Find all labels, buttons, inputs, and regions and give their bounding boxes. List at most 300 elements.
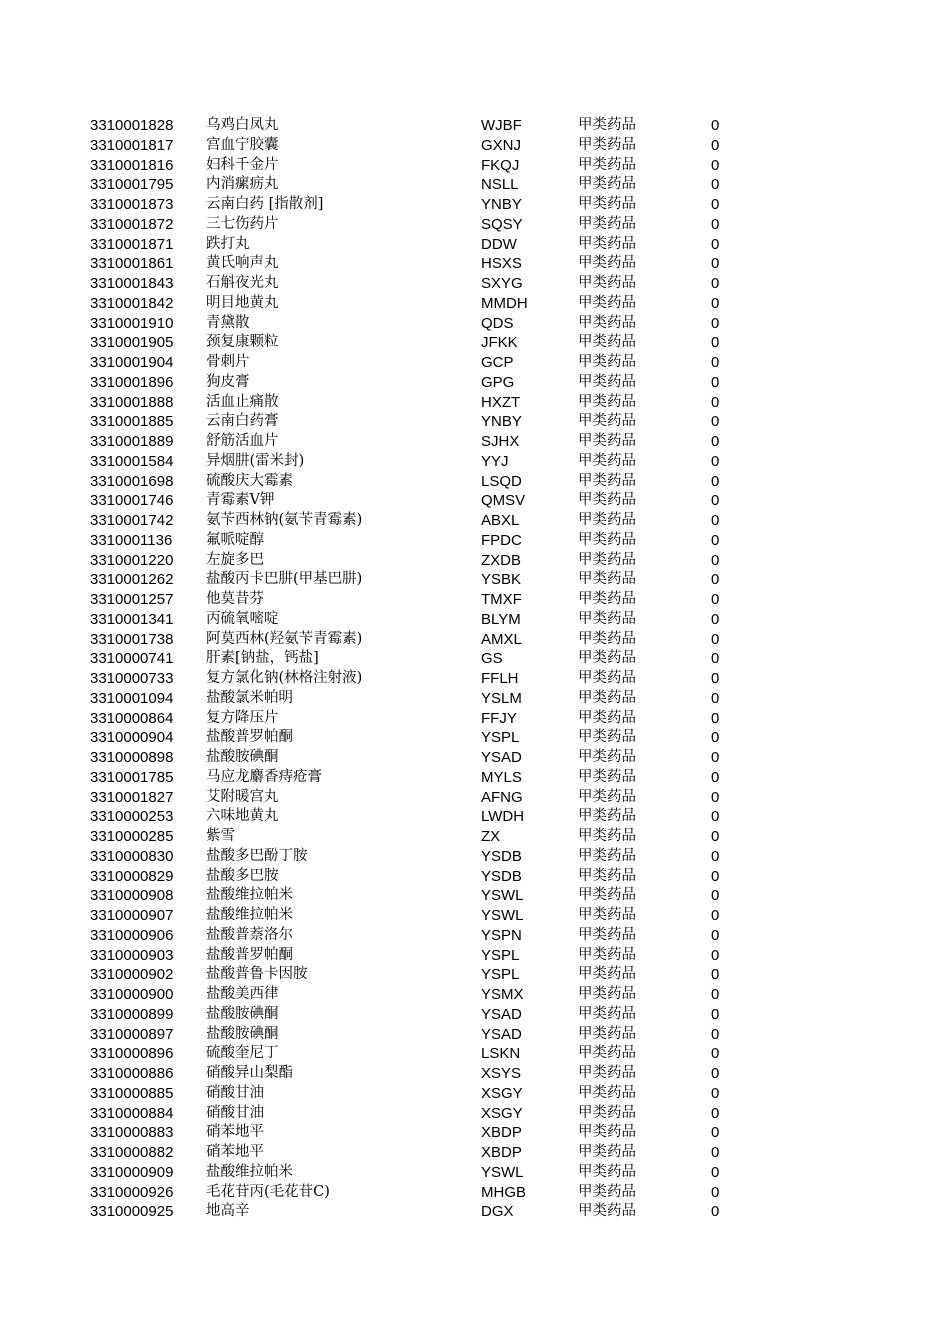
drug-code-cell: 3310001889: [90, 433, 174, 450]
pinyin-abbr-cell: AFNG: [481, 788, 523, 806]
drug-code-cell: 3310000741: [90, 650, 174, 668]
table-row: [0, 511, 950, 531]
drug-name-cell: 明目地黄丸: [206, 294, 279, 311]
drug-code-cell: 3310001584: [90, 452, 174, 470]
pinyin-abbr-cell: NSLL: [481, 176, 519, 194]
value-cell: 0: [711, 1183, 720, 1201]
table-row: [0, 649, 950, 669]
drug-code-cell: 3310001136: [90, 531, 173, 549]
pinyin-abbr-cell: XBDP: [481, 1144, 522, 1161]
pinyin-abbr-cell: FKQJ: [481, 156, 520, 174]
pinyin-abbr-cell: XSYS: [481, 1065, 522, 1082]
drug-code-cell: 3310000884: [90, 1104, 174, 1122]
drug-name-cell: 盐酸普萘洛尔: [206, 926, 293, 943]
drug-code-cell: 3310001094: [90, 689, 174, 707]
drug-name-cell: 石斛夜光丸: [206, 275, 279, 291]
table-row: [0, 1064, 950, 1084]
pinyin-abbr-cell: LWDH: [481, 808, 525, 826]
drug-category-cell: 甲类药品: [578, 689, 636, 706]
value-cell: 0: [711, 591, 720, 608]
drug-category-cell: 甲类药品: [578, 1005, 636, 1022]
drug-category-cell: 甲类药品: [578, 413, 636, 430]
table-row: [0, 551, 950, 571]
drug-name-cell: 硝苯地平: [206, 1124, 264, 1141]
pinyin-abbr-cell: FPDC: [481, 531, 522, 549]
pinyin-abbr-cell: YSMX: [481, 986, 524, 1003]
value-cell: 0: [711, 452, 720, 470]
pinyin-abbr-cell: SXYG: [481, 275, 523, 292]
drug-category-cell: 甲类药品: [578, 136, 636, 153]
value-cell: 0: [711, 986, 720, 1003]
drug-category-cell: 甲类药品: [578, 1025, 636, 1042]
drug-code-cell: 3310001873: [90, 196, 174, 213]
value-cell: 0: [711, 926, 720, 944]
value-cell: 0: [711, 788, 720, 806]
drug-code-cell: 3310001817: [90, 136, 174, 154]
drug-category-cell: 甲类药品: [578, 433, 636, 449]
drug-name-cell: 肝素[钠盐，钙盐]: [206, 650, 319, 667]
drug-category-cell: 甲类药品: [578, 294, 636, 311]
drug-category-cell: 甲类药品: [578, 808, 636, 825]
drug-category-cell: 甲类药品: [578, 768, 636, 785]
table-row: [0, 946, 950, 966]
pinyin-abbr-cell: YSWL: [481, 907, 524, 924]
drug-name-cell: 盐酸普罗帕酮: [206, 729, 293, 746]
table-row: [0, 136, 950, 156]
table-row: [0, 274, 950, 294]
drug-name-cell: 盐酸多巴胺: [206, 867, 279, 884]
pinyin-abbr-cell: YSAD: [481, 1005, 522, 1023]
table-row: [0, 748, 950, 768]
drug-name-cell: 硫酸庆大霉素: [206, 472, 293, 489]
pinyin-abbr-cell: YSDB: [481, 867, 522, 885]
value-cell: 0: [711, 670, 720, 687]
pinyin-abbr-cell: HSXS: [481, 255, 522, 273]
value-cell: 0: [711, 828, 720, 845]
pinyin-abbr-cell: WJBF: [481, 117, 522, 134]
pinyin-abbr-cell: GCP: [481, 354, 514, 371]
drug-category-cell: 甲类药品: [578, 1203, 636, 1220]
value-cell: 0: [711, 196, 720, 213]
pinyin-abbr-cell: HXZT: [481, 393, 521, 411]
table-row: [0, 906, 950, 926]
pinyin-abbr-cell: YSPL: [481, 729, 520, 747]
table-row: [0, 630, 950, 650]
drug-category-cell: 甲类药品: [578, 334, 636, 351]
pinyin-abbr-cell: DGX: [481, 1203, 514, 1221]
value-cell: 0: [711, 373, 720, 391]
value-cell: 0: [711, 334, 720, 352]
drug-name-cell: 他莫昔芬: [206, 591, 264, 607]
drug-name-cell: 盐酸胺碘酮: [206, 1005, 279, 1022]
table-row: [0, 1163, 950, 1183]
drug-name-cell: 盐酸美西律: [206, 986, 279, 1002]
drug-category-cell: 甲类药品: [578, 255, 636, 272]
table-row: [0, 235, 950, 255]
drug-category-cell: 甲类药品: [578, 492, 636, 509]
pinyin-abbr-cell: GPG: [481, 373, 515, 391]
pinyin-abbr-cell: FFJY: [481, 709, 517, 727]
drug-code-cell: 3310000926: [90, 1183, 174, 1201]
table-row: [0, 965, 950, 985]
pinyin-abbr-cell: ABXL: [481, 512, 520, 529]
pinyin-abbr-cell: GXNJ: [481, 136, 522, 154]
drug-category-cell: 甲类药品: [578, 749, 636, 765]
drug-name-cell: 宫血宁胶囊: [206, 136, 279, 153]
drug-code-cell: 3310001872: [90, 215, 174, 233]
drug-name-cell: 狗皮膏: [206, 373, 250, 390]
value-cell: 0: [711, 275, 720, 292]
drug-category-cell: 甲类药品: [578, 531, 636, 548]
pinyin-abbr-cell: YYJ: [481, 452, 509, 470]
value-cell: 0: [711, 847, 720, 865]
pinyin-abbr-cell: YNBY: [481, 413, 522, 431]
drug-code-cell: 3310001904: [90, 354, 174, 371]
drug-name-cell: 盐酸维拉帕米: [206, 887, 293, 904]
drug-name-cell: 盐酸胺碘酮: [206, 1025, 279, 1042]
drug-category-cell: 甲类药品: [578, 452, 636, 469]
value-cell: 0: [711, 610, 720, 628]
drug-category-cell: 甲类药品: [578, 1144, 636, 1160]
pinyin-abbr-cell: YSPL: [481, 946, 520, 964]
drug-category-cell: 甲类药品: [578, 176, 636, 193]
drug-code-cell: 3310001738: [90, 630, 174, 648]
value-cell: 0: [711, 433, 720, 450]
pinyin-abbr-cell: BLYM: [481, 610, 521, 628]
drug-category-cell: 甲类药品: [578, 1104, 636, 1121]
table-row: [0, 728, 950, 748]
drug-code-cell: 3310000904: [90, 729, 174, 747]
table-row: [0, 531, 950, 551]
drug-code-cell: 3310000285: [90, 828, 174, 845]
table-row: [0, 709, 950, 729]
table-row: [0, 116, 950, 136]
drug-name-cell: 舒筋活血片: [206, 433, 279, 449]
drug-code-cell: 3310001910: [90, 314, 174, 332]
drug-name-cell: 六味地黄丸: [206, 808, 279, 825]
drug-category-cell: 甲类药品: [578, 156, 636, 173]
value-cell: 0: [711, 393, 720, 411]
drug-category-cell: 甲类药品: [578, 788, 636, 805]
value-cell: 0: [711, 413, 720, 431]
table-row: [0, 1123, 950, 1143]
table-row: [0, 452, 950, 472]
drug-code-cell: 3310000829: [90, 867, 174, 885]
value-cell: 0: [711, 156, 720, 174]
value-cell: 0: [711, 472, 720, 490]
drug-category-cell: 甲类药品: [578, 1183, 636, 1200]
drug-name-cell: 硝酸甘油: [206, 1104, 264, 1121]
table-row: [0, 926, 950, 946]
value-cell: 0: [711, 255, 720, 273]
value-cell: 0: [711, 1144, 720, 1161]
table-row: [0, 827, 950, 847]
table-row: [0, 610, 950, 630]
drug-name-cell: 毛花苷丙(毛花苷C): [206, 1183, 330, 1200]
drug-code-cell: 3310000903: [90, 946, 174, 964]
drug-name-cell: 盐酸多巴酚丁胺: [206, 847, 308, 864]
drug-name-cell: 复方降压片: [206, 709, 279, 726]
drug-category-cell: 甲类药品: [578, 512, 636, 528]
table-row: [0, 886, 950, 906]
value-cell: 0: [711, 946, 720, 964]
drug-name-cell: 紫雪: [206, 828, 235, 844]
drug-category-cell: 甲类药品: [578, 551, 636, 568]
pinyin-abbr-cell: ZX: [481, 828, 501, 845]
table-row: [0, 195, 950, 215]
drug-category-cell: 甲类药品: [578, 373, 636, 390]
value-cell: 0: [711, 117, 720, 134]
pinyin-abbr-cell: LSKN: [481, 1045, 521, 1063]
drug-name-cell: 活血止痛散: [206, 393, 279, 410]
drug-name-cell: 氟哌啶醇: [206, 531, 264, 548]
drug-code-cell: 3310001795: [90, 176, 174, 194]
drug-code-cell: 3310001885: [90, 413, 174, 431]
value-cell: 0: [711, 314, 720, 332]
drug-code-cell: 3310001746: [90, 492, 174, 510]
table-row: [0, 373, 950, 393]
table-row: [0, 669, 950, 689]
drug-code-cell: 3310001785: [90, 768, 174, 786]
drug-category-cell: 甲类药品: [578, 729, 636, 746]
drug-name-cell: 云南白药膏: [206, 413, 279, 430]
pinyin-abbr-cell: YSLM: [481, 689, 522, 707]
pinyin-abbr-cell: MYLS: [481, 768, 522, 786]
drug-name-cell: 盐酸氯米帕明: [206, 689, 293, 706]
value-cell: 0: [711, 709, 720, 727]
pinyin-abbr-cell: FFLH: [481, 670, 519, 687]
value-cell: 0: [711, 1203, 720, 1221]
drug-code-cell: 3310001341: [90, 610, 174, 628]
table-row: [0, 175, 950, 195]
drug-category-cell: 甲类药品: [578, 867, 636, 884]
table-row: [0, 570, 950, 590]
table-row: [0, 333, 950, 353]
drug-name-cell: 云南白药 [指散剂]: [206, 196, 324, 212]
drug-code-cell: 3310000733: [90, 670, 174, 687]
pinyin-abbr-cell: XBDP: [481, 1124, 522, 1142]
value-cell: 0: [711, 1045, 720, 1063]
pinyin-abbr-cell: YSPL: [481, 966, 520, 984]
drug-code-cell: 3310001827: [90, 788, 174, 806]
value-cell: 0: [711, 768, 720, 786]
pinyin-abbr-cell: ZXDB: [481, 551, 522, 569]
drug-name-cell: 地高辛: [206, 1203, 250, 1220]
drug-category-cell: 甲类药品: [578, 196, 636, 212]
value-cell: 0: [711, 729, 720, 747]
value-cell: 0: [711, 1163, 720, 1181]
value-cell: 0: [711, 215, 720, 233]
drug-code-cell: 3310000907: [90, 907, 174, 924]
pinyin-abbr-cell: YSBK: [481, 571, 522, 589]
drug-code-cell: 3310001262: [90, 571, 174, 589]
table-row: [0, 314, 950, 334]
value-cell: 0: [711, 235, 720, 253]
drug-name-cell: 骨刺片: [206, 354, 250, 370]
value-cell: 0: [711, 887, 720, 905]
drug-category-cell: 甲类药品: [578, 1045, 636, 1062]
drug-name-cell: 复方氯化钠(林格注射液): [206, 670, 363, 686]
pinyin-abbr-cell: YSWL: [481, 887, 524, 905]
drug-category-cell: 甲类药品: [578, 630, 636, 647]
value-cell: 0: [711, 531, 720, 549]
pinyin-abbr-cell: YSAD: [481, 1025, 522, 1043]
drug-code-cell: 3310000897: [90, 1025, 174, 1043]
table-row: [0, 491, 950, 511]
table-row: [0, 768, 950, 788]
drug-category-cell: 甲类药品: [578, 1163, 636, 1180]
value-cell: 0: [711, 1005, 720, 1023]
drug-category-cell: 甲类药品: [578, 650, 636, 667]
drug-category-cell: 甲类药品: [578, 215, 636, 232]
value-cell: 0: [711, 966, 720, 984]
table-row: [0, 985, 950, 1005]
pinyin-abbr-cell: XSGY: [481, 1104, 523, 1122]
value-cell: 0: [711, 492, 720, 510]
drug-category-cell: 甲类药品: [578, 235, 636, 252]
drug-category-cell: 甲类药品: [578, 946, 636, 963]
drug-category-cell: 甲类药品: [578, 847, 636, 864]
drug-name-cell: 跌打丸: [206, 235, 250, 252]
drug-code-cell: 3310000898: [90, 749, 174, 766]
drug-code-cell: 3310001861: [90, 255, 174, 273]
value-cell: 0: [711, 354, 720, 371]
value-cell: 0: [711, 571, 720, 589]
drug-category-cell: 甲类药品: [578, 1124, 636, 1141]
drug-category-cell: 甲类药品: [578, 393, 636, 410]
table-row: [0, 590, 950, 610]
value-cell: 0: [711, 1065, 720, 1082]
drug-name-cell: 硫酸奎尼丁: [206, 1045, 279, 1062]
drug-name-cell: 内消瘰疬丸: [206, 176, 279, 193]
drug-code-cell: 3310001220: [90, 551, 174, 569]
table-row: [0, 472, 950, 492]
drug-name-cell: 三七伤药片: [206, 215, 279, 232]
drug-code-cell: 3310000883: [90, 1124, 174, 1142]
pinyin-abbr-cell: QDS: [481, 314, 514, 332]
drug-code-cell: 3310001816: [90, 156, 174, 174]
drug-code-cell: 3310001896: [90, 373, 174, 391]
table-row: [0, 1084, 950, 1104]
drug-code-cell: 3310001828: [90, 117, 174, 134]
drug-category-cell: 甲类药品: [578, 117, 636, 133]
table-row: [0, 1005, 950, 1025]
drug-code-cell: 3310001888: [90, 393, 174, 411]
pinyin-abbr-cell: YSPN: [481, 926, 522, 944]
drug-category-cell: 甲类药品: [578, 887, 636, 904]
drug-name-cell: 青黛散: [206, 314, 250, 331]
drug-name-cell: 乌鸡白凤丸: [206, 117, 279, 133]
pinyin-abbr-cell: QMSV: [481, 492, 526, 510]
drug-code-cell: 3310001842: [90, 294, 174, 312]
pinyin-abbr-cell: TMXF: [481, 591, 522, 608]
drug-category-cell: 甲类药品: [578, 709, 636, 726]
value-cell: 0: [711, 1124, 720, 1142]
drug-category-cell: 甲类药品: [578, 571, 636, 588]
value-cell: 0: [711, 512, 720, 529]
drug-code-cell: 3310000908: [90, 887, 174, 905]
pinyin-abbr-cell: YSWL: [481, 1163, 524, 1181]
pinyin-abbr-cell: XSGY: [481, 1084, 523, 1102]
table-row: [0, 1025, 950, 1045]
value-cell: 0: [711, 630, 720, 648]
drug-category-cell: 甲类药品: [578, 907, 636, 923]
drug-category-cell: 甲类药品: [578, 610, 636, 627]
table-row: [0, 1202, 950, 1222]
pinyin-abbr-cell: SJHX: [481, 433, 520, 450]
table-row: [0, 1183, 950, 1203]
pinyin-abbr-cell: YSDB: [481, 847, 522, 865]
table-row: [0, 294, 950, 314]
drug-name-cell: 马应龙麝香痔疮膏: [206, 768, 322, 785]
drug-category-cell: 甲类药品: [578, 926, 636, 943]
drug-code-cell: 3310001698: [90, 472, 174, 490]
pinyin-abbr-cell: SQSY: [481, 215, 523, 233]
drug-code-cell: 3310000925: [90, 1203, 174, 1221]
value-cell: 0: [711, 176, 720, 194]
value-cell: 0: [711, 551, 720, 569]
pinyin-abbr-cell: DDW: [481, 235, 517, 253]
table-row: [0, 1104, 950, 1124]
drug-code-cell: 3310000885: [90, 1084, 174, 1102]
value-cell: 0: [711, 749, 720, 766]
value-cell: 0: [711, 1104, 720, 1122]
drug-code-cell: 3310000253: [90, 808, 174, 826]
value-cell: 0: [711, 294, 720, 312]
drug-name-cell: 盐酸维拉帕米: [206, 907, 293, 923]
table-row: [0, 788, 950, 808]
drug-category-cell: 甲类药品: [578, 354, 636, 370]
drug-name-cell: 盐酸普罗帕酮: [206, 946, 293, 963]
drug-name-cell: 异烟肼(雷米封): [206, 452, 305, 469]
drug-category-cell: 甲类药品: [578, 966, 636, 983]
value-cell: 0: [711, 808, 720, 826]
drug-code-cell: 3310000886: [90, 1065, 174, 1082]
drug-name-cell: 艾附暖宫丸: [206, 788, 279, 805]
drug-name-cell: 颈复康颗粒: [206, 334, 279, 351]
table-row: [0, 393, 950, 413]
pinyin-abbr-cell: YNBY: [481, 196, 522, 213]
value-cell: 0: [711, 650, 720, 668]
value-cell: 0: [711, 136, 720, 154]
drug-category-cell: 甲类药品: [578, 275, 636, 291]
table-row: [0, 1143, 950, 1163]
value-cell: 0: [711, 907, 720, 924]
drug-name-cell: 阿莫西林(羟氨苄青霉素): [206, 630, 363, 647]
drug-name-cell: 盐酸胺碘酮: [206, 749, 279, 765]
drug-code-cell: 3310000900: [90, 986, 174, 1003]
pinyin-abbr-cell: YSAD: [481, 749, 522, 766]
drug-name-cell: 妇科千金片: [206, 156, 279, 173]
drug-code-cell: 3310001257: [90, 591, 174, 608]
value-cell: 0: [711, 867, 720, 885]
value-cell: 0: [711, 1084, 720, 1102]
pinyin-abbr-cell: AMXL: [481, 630, 522, 648]
drug-category-cell: 甲类药品: [578, 986, 636, 1002]
drug-name-cell: 青霉素V钾: [206, 492, 275, 509]
table-row: [0, 847, 950, 867]
drug-code-cell: 3310001905: [90, 334, 174, 352]
table-row: [0, 1044, 950, 1064]
drug-code-cell: 3310000896: [90, 1045, 174, 1063]
table-row: [0, 689, 950, 709]
drug-name-cell: 硝苯地平: [206, 1144, 264, 1160]
drug-code-cell: 3310000899: [90, 1005, 174, 1023]
table-row: [0, 867, 950, 887]
pinyin-abbr-cell: JFKK: [481, 334, 518, 352]
drug-name-cell: 盐酸维拉帕米: [206, 1163, 293, 1180]
pinyin-abbr-cell: GS: [481, 650, 503, 668]
